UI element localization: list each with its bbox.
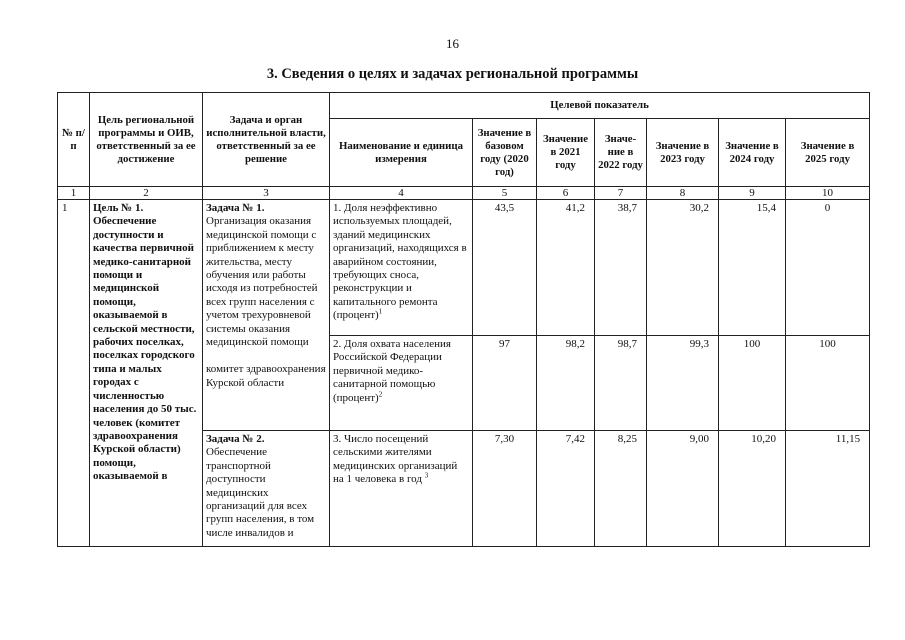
- indicator-1-base: 43,5: [473, 200, 537, 336]
- goal-title: Цель № 1.: [93, 202, 144, 214]
- header-num: № п/п: [58, 93, 90, 187]
- indicator-2-2023: 99,3: [647, 336, 719, 431]
- footnote-mark: 3: [424, 471, 429, 480]
- indicator-2-2021: 98,2: [537, 336, 595, 431]
- indicator-3-name: 3. Число посещений сельскими жителями медицинских организаций на 1 человека в год $^3$: [330, 431, 473, 547]
- row-number: 1: [58, 200, 90, 547]
- footnote-mark: 2: [378, 389, 383, 398]
- header-base-value: Значение в базовом году (2020 год): [473, 119, 537, 187]
- header-target-group: Целевой показатель: [330, 93, 870, 119]
- indicator-3-2021: 7,42: [537, 431, 595, 547]
- indicator-3-2024: 10,20: [719, 431, 786, 547]
- section-title: 3. Сведения о целях и задачах региональной программы: [266, 66, 639, 82]
- page-number: 16: [446, 36, 459, 51]
- header-task: Задача и орган исполнительной власти, ответственный за ее решение: [203, 93, 330, 187]
- indicator-1-2023: 30,2: [647, 200, 719, 336]
- header-indicator-name: Наименование и единица измерения: [330, 119, 473, 187]
- task1-responsible: комитет здравоохранения Курской области: [206, 363, 326, 389]
- col-number: 9: [719, 187, 786, 200]
- indicator-1-2022: 38,7: [595, 200, 647, 336]
- indicator-1-2021: 41,2: [537, 200, 595, 336]
- footnote-mark: 1: [378, 307, 383, 316]
- header-2023: Значение в 2023 году: [647, 119, 719, 187]
- task1-title: Задача № 1.: [206, 202, 265, 214]
- indicator-3-2025: 11,15: [786, 431, 870, 547]
- col-number: 1: [58, 187, 90, 200]
- col-number: 6: [537, 187, 595, 200]
- col-number: 4: [330, 187, 473, 200]
- header-2022: Значе-ние в 2022 году: [595, 119, 647, 187]
- indicator-1-2024: 15,4: [719, 200, 786, 336]
- goal-cell: [90, 200, 203, 547]
- col-number: 7: [595, 187, 647, 200]
- goals-table: [57, 92, 870, 547]
- header-2024: Значение в 2024 году: [719, 119, 786, 187]
- header-2025: Значение в 2025 году: [786, 119, 870, 187]
- col-number: 8: [647, 187, 719, 200]
- header-2021: Значение в 2021 году: [537, 119, 595, 187]
- task1-text: Организация оказания медицинской помощи с приближением к месту жительства, месту обучения или работы исходя из потребностей всех групп населения с учетом трехуровневой системы оказания медицинской помощи: [206, 215, 318, 349]
- col-number: 5: [473, 187, 537, 200]
- indicator-2-2025: 100: [786, 336, 870, 431]
- task2-text: Обеспечение транспортной доступности медицинских организаций для всех групп населения, в том числе инвалидов и: [206, 446, 315, 539]
- goal-text: Обеспечение доступности и качества первичной медико-санитарной помощи и медицинской помощи, оказываемой в сельской местности, рабочих поселках, поселках городского типа и малых городах с численностью населения до 50 тыс. человек (комитет здравоохранения Курской области) помощи, оказываемой в: [93, 215, 197, 483]
- indicator-2-2022: 98,7: [595, 336, 647, 431]
- indicator-3-2022: 8,25: [595, 431, 647, 547]
- col-number: 3: [203, 187, 330, 200]
- col-number: 2: [90, 187, 203, 200]
- col-number: 10: [786, 187, 870, 200]
- indicator-1-2025: 0: [786, 200, 870, 336]
- header-goal: Цель региональной программы и ОИВ, ответственный за ее достижение: [90, 93, 203, 187]
- task2-title: Задача № 2.: [206, 433, 265, 445]
- indicator-2-name: 2. Доля охвата населения Российской Федерации первичной медико-санитарной помощью (процент)$^2$: [330, 336, 473, 431]
- task2-cell: [203, 431, 330, 547]
- task1-cell: [203, 200, 330, 431]
- table-row: [58, 200, 870, 336]
- indicator-1-name: 1. Доля неэффективно используемых площадей, зданий медицинских организаций, находящихся в аварийном состоянии, требующих сноса, реконструкции и капитального ремонта (процент)$^1$: [330, 200, 473, 336]
- indicator-3-base: 7,30: [473, 431, 537, 547]
- indicator-3-2023: 9,00: [647, 431, 719, 547]
- indicator-2-2024: 100: [719, 336, 786, 431]
- column-numbers-row: [58, 187, 870, 200]
- indicator-2-base: 97: [473, 336, 537, 431]
